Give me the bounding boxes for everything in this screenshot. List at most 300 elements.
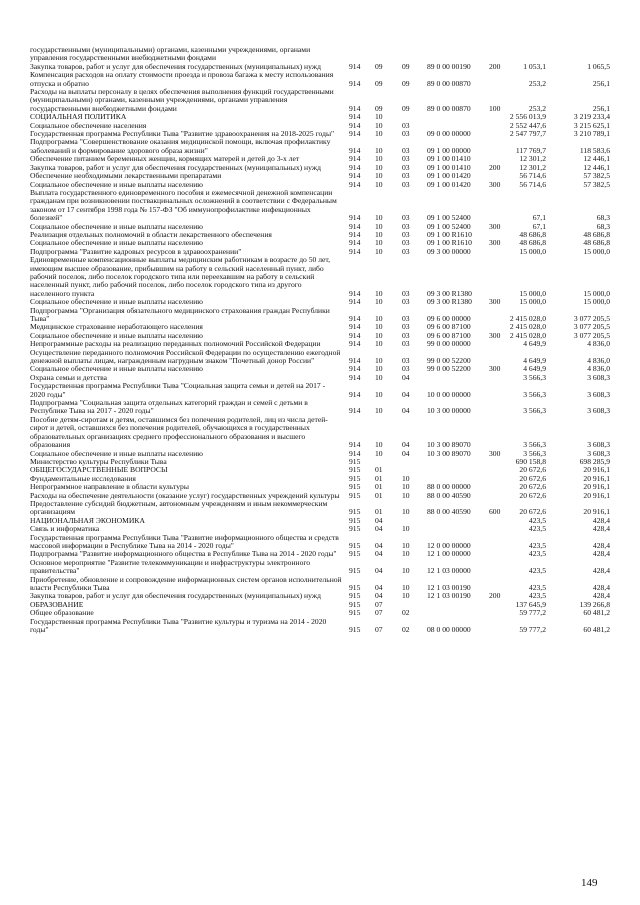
amount-year-2: 20 916,1 [583, 482, 610, 492]
department-code: 914 [349, 372, 361, 382]
row-name: государственными (муниципальными) органами, казенными учреждениями, органами управления государственными внебюджетными фондами [30, 45, 311, 63]
amount-year-1: 3 566,3 [523, 406, 546, 416]
table-row [30, 576, 610, 593]
amount-year-2: 1 065,5 [587, 61, 610, 71]
target-article-code: 10 3 00 89070 [427, 440, 471, 450]
section-code: 04 [375, 591, 383, 601]
row-name: Социальное обеспечение и иные выплаты населению [30, 238, 203, 248]
row-name: Социальное обеспечение и иные выплаты населению [30, 179, 203, 189]
expense-type-code: 300 [489, 364, 501, 374]
target-article-code: 09 1 00 00000 [427, 145, 471, 155]
department-code: 914 [349, 221, 361, 231]
table-row [30, 559, 610, 576]
target-article-code: 10 3 00 00000 [427, 406, 471, 416]
amount-year-1: 15 000,0 [519, 246, 546, 256]
target-article-code: 88 0 00 40590 [427, 490, 471, 500]
subsection-code: 09 [402, 103, 410, 113]
table-row [30, 399, 610, 416]
target-article-code: 89 0 00 00870 [427, 78, 471, 88]
expense-type-code: 200 [489, 591, 501, 601]
amount-year-2: 428,4 [592, 524, 610, 534]
department-code: 914 [349, 129, 361, 139]
amount-year-1: 137 645,9 [515, 599, 546, 609]
expense-type-code: 300 [489, 297, 501, 307]
row-name: Закупка товаров, работ и услуг для обеспечения государственных (муниципальных) нужд [30, 591, 321, 601]
subsection-code: 03 [402, 229, 410, 239]
subsection-code: 10 [402, 583, 410, 592]
amount-year-1: 56 714,6 [519, 179, 546, 189]
amount-year-1: 67,1 [532, 213, 546, 223]
subsection-code: 03 [402, 330, 410, 340]
section-code: 01 [375, 507, 383, 517]
amount-year-2: 3 077 205,5 [573, 322, 610, 332]
amount-year-1: 2 556 013,9 [509, 112, 546, 122]
table-row [30, 349, 610, 366]
amount-year-2: 428,4 [592, 566, 610, 576]
row-name: Социальное обеспечение населения [30, 120, 147, 130]
row-name: Подпрограмма "Организация обязательного медицинского страхования граждан Республики Тыва" [30, 305, 330, 323]
department-code: 915 [349, 591, 361, 601]
amount-year-1: 20 672,6 [519, 507, 546, 517]
subsection-code: 03 [402, 171, 410, 181]
section-code: 10 [375, 229, 383, 239]
amount-year-1: 117 769,7 [515, 145, 546, 155]
table-row [30, 46, 610, 63]
department-code: 915 [349, 482, 361, 492]
row-name: Медицинское страхование неработающего населения [30, 322, 203, 332]
amount-year-2: 428,4 [592, 591, 610, 601]
row-name: Фундаментальные исследования [30, 473, 136, 483]
row-name: Обеспечение питанием беременных женщин, кормящих матерей и детей до 3-х лет [30, 154, 300, 164]
row-name: Подпрограмма "Социальная защита отдельных категорий граждан и семей с детьми в Республике Тыва на 2017 - 2020 годы" [30, 398, 308, 416]
amount-year-2: 48 686,8 [583, 229, 610, 239]
amount-year-1: 4 649,9 [523, 356, 546, 366]
target-article-code: 09 6 00 87100 [427, 330, 471, 340]
amount-year-2: 4 836,0 [587, 339, 610, 349]
section-code: 10 [375, 246, 383, 256]
row-name: Подпрограмма "Развитие кадровых ресурсов в здравоохранении" [30, 246, 242, 256]
subsection-code: 04 [402, 440, 410, 450]
amount-year-1: 12 301,2 [519, 162, 546, 172]
department-code: 914 [349, 330, 361, 340]
row-name: СОЦИАЛЬНАЯ ПОЛИТИКА [30, 112, 127, 122]
row-name: Государственная программа Республики Тыва "Социальная защита семьи и детей на 2017 - 2020 годы" [30, 381, 326, 399]
department-code: 914 [349, 339, 361, 349]
section-code: 10 [375, 154, 383, 164]
amount-year-1: 48 686,8 [519, 229, 546, 239]
section-code: 04 [375, 540, 383, 550]
section-code: 01 [375, 473, 383, 483]
amount-year-2: 60 481,2 [583, 625, 610, 635]
department-code: 914 [349, 78, 361, 88]
target-article-code: 88 0 00 00000 [427, 482, 471, 492]
department-code: 914 [349, 322, 361, 332]
subsection-code: 10 [402, 482, 410, 492]
expense-type-code: 300 [489, 221, 501, 231]
amount-year-2: 3 608,3 [587, 406, 610, 416]
amount-year-2: 15 000,0 [583, 297, 610, 307]
department-code: 914 [349, 314, 361, 323]
amount-year-1: 423,5 [528, 540, 546, 550]
table-row [30, 500, 610, 517]
department-code: 914 [349, 406, 361, 416]
amount-year-1: 12 301,2 [519, 154, 546, 164]
section-code: 10 [375, 297, 383, 307]
subsection-code: 03 [402, 162, 410, 172]
section-code: 10 [375, 120, 383, 130]
row-name: Непрограммное направление в области культуры [30, 482, 189, 492]
target-article-code: 09 6 00 87100 [427, 322, 471, 332]
section-code: 07 [375, 599, 383, 609]
target-article-code: 99 0 00 00000 [427, 339, 471, 349]
subsection-code: 03 [402, 314, 410, 323]
amount-year-1: 423,5 [528, 583, 546, 592]
section-code: 10 [375, 145, 383, 155]
amount-year-1: 253,2 [528, 78, 546, 88]
department-code: 915 [349, 456, 361, 466]
section-code: 04 [375, 583, 383, 592]
subsection-code: 02 [402, 625, 410, 635]
row-name: ОБРАЗОВАНИЕ [30, 599, 84, 609]
department-code: 915 [349, 608, 361, 618]
table-row [30, 88, 610, 113]
amount-year-2: 3 210 789,1 [573, 129, 610, 139]
row-name: Компенсация расходов на оплату стоимости проезда и провоза багажа к месту использования отпуска и обратно [30, 70, 334, 88]
row-name: Осуществление переданного полномочия Российской Федерации по осуществлению ежегодной денежной выплаты лицам, награжденным нагрудным знаком "Почетный донор России" [30, 347, 341, 366]
target-article-code: 89 0 00 00190 [427, 61, 471, 71]
subsection-code: 10 [402, 507, 410, 517]
department-code: 914 [349, 120, 361, 130]
target-article-code: 99 0 00 52200 [427, 364, 471, 374]
amount-year-1: 2 547 797,7 [509, 129, 546, 139]
section-code: 01 [375, 465, 383, 475]
department-code: 914 [349, 297, 361, 307]
section-code: 09 [375, 103, 383, 113]
amount-year-1: 2 415 028,0 [509, 330, 546, 340]
amount-year-1: 2 552 447,6 [509, 120, 546, 130]
amount-year-1: 2 415 028,0 [509, 314, 546, 323]
amount-year-2: 428,4 [592, 549, 610, 559]
amount-year-1: 4 649,9 [523, 339, 546, 349]
subsection-code: 09 [402, 78, 410, 88]
amount-year-2: 15 000,0 [583, 288, 610, 298]
amount-year-2: 698 285,9 [579, 456, 610, 466]
department-code: 915 [349, 583, 361, 592]
row-name: Государственная программа Республики Тыва "Развитие здравоохранения на 2018-2025 годы" [30, 129, 335, 139]
expense-type-code: 300 [489, 238, 501, 248]
amount-year-2: 3 608,3 [587, 389, 610, 399]
section-code: 01 [375, 490, 383, 500]
amount-year-2: 4 836,0 [587, 364, 610, 374]
target-article-code: 88 0 00 40590 [427, 507, 471, 517]
amount-year-2: 20 916,1 [583, 473, 610, 483]
section-code: 10 [375, 448, 383, 458]
department-code: 914 [349, 103, 361, 113]
target-article-code: 08 0 00 00000 [427, 625, 471, 635]
amount-year-1: 59 777,2 [519, 608, 546, 618]
amount-year-2: 428,4 [592, 515, 610, 525]
amount-year-1: 59 777,2 [519, 625, 546, 635]
subsection-code: 10 [402, 591, 410, 601]
amount-year-1: 1 053,1 [523, 61, 546, 71]
department-code: 914 [349, 440, 361, 450]
subsection-code: 03 [402, 297, 410, 307]
row-name: Социальное обеспечение и иные выплаты населению [30, 297, 203, 307]
subsection-code: 09 [402, 61, 410, 71]
section-code: 10 [375, 179, 383, 189]
subsection-code: 03 [402, 154, 410, 164]
department-code: 914 [349, 61, 361, 71]
section-code: 04 [375, 549, 383, 559]
subsection-code: 03 [402, 129, 410, 139]
amount-year-2: 3 608,3 [587, 372, 610, 382]
subsection-code: 10 [402, 490, 410, 500]
row-name: Пособие детям-сиротам и детям, оставшимся без попечения родителей, лиц из числа детей-сирот и детей, оставшихся без попечения родителей, обучающихся в государственных образовательных организациях среднего профессионального образования и высшего образования [30, 414, 328, 450]
subsection-code: 10 [402, 566, 410, 576]
amount-year-2: 57 382,5 [583, 171, 610, 181]
section-code: 10 [375, 339, 383, 349]
amount-year-1: 423,5 [528, 566, 546, 576]
budget-table [30, 46, 610, 634]
amount-year-1: 3 566,3 [523, 389, 546, 399]
subsection-code: 10 [402, 549, 410, 559]
amount-year-2: 48 686,8 [583, 238, 610, 248]
department-code: 914 [349, 145, 361, 155]
row-name: Подпрограмма "Совершенствование оказания медицинской помощи, включая профилактику заболеваний и формирование здорового образа жизни" [30, 137, 331, 155]
amount-year-2: 20 916,1 [583, 490, 610, 500]
amount-year-2: 3 219 233,4 [573, 112, 610, 122]
section-code: 10 [375, 356, 383, 366]
table-row [30, 307, 610, 324]
row-name: Реализация отдельных полномочий в области лекарственного обеспечения [30, 229, 272, 239]
row-name: Социальное обеспечение и иные выплаты населению [30, 221, 203, 231]
section-code: 04 [375, 524, 383, 534]
target-article-code: 09 1 00 52400 [427, 213, 471, 223]
row-name: Государственная программа Республики Тыва "Развитие информационного общества и средств массовой информации в Республике Тыва на 2014 - 2020 годы" [30, 532, 339, 550]
expense-type-code: 100 [489, 103, 501, 113]
section-code: 10 [375, 162, 383, 172]
section-code: 10 [375, 314, 383, 323]
target-article-code: 10 3 00 89070 [427, 448, 471, 458]
section-code: 09 [375, 61, 383, 71]
subsection-code: 04 [402, 389, 410, 399]
section-code: 07 [375, 608, 383, 618]
section-code: 10 [375, 364, 383, 374]
amount-year-2: 15 000,0 [583, 246, 610, 256]
row-name: Расходы на выплаты персоналу в целях обеспечения выполнения функций государственными (муниципальными) органами, казенными учреждениями, органами управления государственными внебюджетными фондами [30, 87, 334, 113]
department-code: 915 [349, 524, 361, 534]
section-code: 10 [375, 322, 383, 332]
department-code: 914 [349, 364, 361, 374]
department-code: 914 [349, 246, 361, 256]
row-name: Основное мероприятие "Развитие телекоммуникации и инфраструктуры электронного правительства" [30, 557, 311, 576]
department-code: 915 [349, 507, 361, 517]
amount-year-2: 256,1 [592, 78, 610, 88]
row-name: Непрограммные расходы на реализацию переданных полномочий Российской Федерации [30, 339, 321, 349]
row-name: Социальное обеспечение и иные выплаты населению [30, 330, 203, 340]
department-code: 914 [349, 213, 361, 223]
row-name: Связь и информатика [30, 524, 100, 534]
department-code: 914 [349, 179, 361, 189]
section-code: 10 [375, 330, 383, 340]
department-code: 915 [349, 473, 361, 483]
row-name: Охрана семьи и детства [30, 372, 107, 382]
department-code: 915 [349, 465, 361, 475]
expense-type-code: 300 [489, 330, 501, 340]
row-name: Единовременные компенсационные выплаты медицинским работникам в возрасте до 50 лет, имеющим высшее образование, прибывшим на работу в сельский населенный пункт, либо рабочий поселок, либо поселок городского типа или переехавшим на работу в сельский населенный пункт, либо рабочий поселок, либо поселок городского типа из другого населенного пункта [30, 255, 331, 298]
amount-year-2: 139 266,8 [579, 599, 610, 609]
section-code: 10 [375, 372, 383, 382]
amount-year-1: 48 686,8 [519, 238, 546, 248]
subsection-code: 03 [402, 221, 410, 231]
target-article-code: 12 0 00 00000 [427, 540, 471, 550]
page-number: 149 [581, 877, 598, 889]
subsection-code: 04 [402, 372, 410, 382]
expense-type-code: 300 [489, 179, 501, 189]
amount-year-2: 3 077 205,5 [573, 330, 610, 340]
row-name: Подпрограмма "Развитие информационного общества в Республике Тыва на 2014 - 2020 годы" [30, 549, 337, 559]
row-name: Обеспечение необходимыми лекарственными препаратами [30, 171, 222, 181]
target-article-code: 09 3 00 R1380 [427, 297, 472, 307]
table-row [30, 517, 610, 525]
amount-year-1: 3 566,3 [523, 372, 546, 382]
target-article-code: 12 1 03 00190 [427, 583, 471, 592]
department-code: 914 [349, 356, 361, 366]
subsection-code: 04 [402, 448, 410, 458]
amount-year-2: 3 608,3 [587, 440, 610, 450]
amount-year-1: 423,5 [528, 591, 546, 601]
target-article-code: 99 0 00 52200 [427, 356, 471, 366]
amount-year-1: 20 672,6 [519, 465, 546, 475]
row-name: НАЦИОНАЛЬНАЯ ЭКОНОМИКА [30, 515, 145, 525]
table-row [30, 382, 610, 399]
amount-year-2: 12 446,1 [583, 162, 610, 172]
amount-year-1: 56 714,6 [519, 171, 546, 181]
section-code: 10 [375, 440, 383, 450]
row-name: Выплата государственного единовременного пособия и ежемесячной денежной компенсации гражданам при возникновении поствакцинальных осложнений в соответствии с Федеральным законом от 17 сентября 1998 года № 157-ФЗ "Об иммунопрофилактике инфекционных болезней" [30, 187, 337, 223]
department-code: 914 [349, 448, 361, 458]
amount-year-2: 3 077 205,5 [573, 314, 610, 323]
amount-year-1: 2 415 028,0 [509, 322, 546, 332]
section-code: 10 [375, 221, 383, 231]
amount-year-1: 20 672,6 [519, 482, 546, 492]
row-name: Приобретение, обновление и сопровождение информационных систем органов исполнительной власти Республики Тыва [30, 574, 342, 592]
table-row [30, 71, 610, 88]
section-code: 10 [375, 171, 383, 181]
subsection-code: 03 [402, 145, 410, 155]
subsection-code: 03 [402, 364, 410, 374]
subsection-code: 03 [402, 179, 410, 189]
department-code: 914 [349, 389, 361, 399]
target-article-code: 10 0 00 00000 [427, 389, 471, 399]
section-code: 07 [375, 625, 383, 635]
target-article-code: 09 1 00 01420 [427, 171, 471, 181]
table-row [30, 138, 610, 155]
target-article-code: 09 0 00 00000 [427, 129, 471, 139]
target-article-code: 09 1 00 01410 [427, 154, 471, 164]
target-article-code: 09 1 00 01410 [427, 162, 471, 172]
amount-year-2: 57 382,5 [583, 179, 610, 189]
section-code: 10 [375, 213, 383, 223]
department-code: 915 [349, 515, 361, 525]
subsection-code: 03 [402, 322, 410, 332]
department-code: 915 [349, 599, 361, 609]
amount-year-1: 3 566,3 [523, 440, 546, 450]
department-code: 914 [349, 162, 361, 172]
target-article-code: 09 1 00 52400 [427, 221, 471, 231]
target-article-code: 09 1 00 R1610 [427, 229, 472, 239]
amount-year-2: 12 446,1 [583, 154, 610, 164]
expense-type-code: 300 [489, 448, 501, 458]
table-row [30, 416, 610, 450]
department-code: 914 [349, 154, 361, 164]
target-article-code: 12 1 03 00190 [427, 591, 471, 601]
section-code: 10 [375, 238, 383, 248]
section-code: 10 [375, 129, 383, 139]
department-code: 914 [349, 238, 361, 248]
section-code: 04 [375, 515, 383, 525]
department-code: 914 [349, 229, 361, 239]
target-article-code: 09 3 00 R1380 [427, 288, 472, 298]
amount-year-2: 4 836,0 [587, 356, 610, 366]
target-article-code: 89 0 00 00870 [427, 103, 471, 113]
subsection-code: 03 [402, 339, 410, 349]
row-name: Расходы на обеспечение деятельности (оказание услуг) государственных учреждений культуры [30, 490, 340, 500]
amount-year-1: 20 672,6 [519, 473, 546, 483]
amount-year-2: 68,3 [596, 213, 610, 223]
amount-year-1: 253,2 [528, 103, 546, 113]
subsection-code: 04 [402, 406, 410, 416]
subsection-code: 03 [402, 238, 410, 248]
subsection-code: 10 [402, 473, 410, 483]
amount-year-1: 423,5 [528, 549, 546, 559]
row-name: Социальное обеспечение и иные выплаты населению [30, 364, 203, 374]
amount-year-1: 15 000,0 [519, 288, 546, 298]
target-article-code: 09 1 00 R1610 [427, 238, 472, 248]
subsection-code: 10 [402, 540, 410, 550]
department-code: 915 [349, 540, 361, 550]
amount-year-2: 60 481,2 [583, 608, 610, 618]
department-code: 914 [349, 171, 361, 181]
section-code: 01 [375, 482, 383, 492]
department-code: 915 [349, 625, 361, 635]
subsection-code: 03 [402, 120, 410, 130]
row-name: Закупка товаров, работ и услуг для обеспечения государственных (муниципальных) нужд [30, 61, 321, 71]
target-article-code: 09 3 00 00000 [427, 246, 471, 256]
department-code: 914 [349, 288, 361, 298]
target-article-code: 12 1 03 00000 [427, 566, 471, 576]
subsection-code: 03 [402, 288, 410, 298]
section-code: 10 [375, 389, 383, 399]
subsection-code: 10 [402, 524, 410, 534]
section-code: 10 [375, 288, 383, 298]
section-code: 04 [375, 566, 383, 576]
amount-year-1: 4 649,9 [523, 364, 546, 374]
row-name: Социальное обеспечение и иные выплаты населению [30, 448, 203, 458]
table-row [30, 256, 610, 298]
amount-year-2: 428,4 [592, 540, 610, 550]
amount-year-2: 256,1 [592, 103, 610, 113]
target-article-code: 09 6 00 00000 [427, 314, 471, 323]
table-row [30, 618, 610, 635]
amount-year-2: 20 916,1 [583, 465, 610, 475]
department-code: 915 [349, 549, 361, 559]
table-row [30, 534, 610, 551]
expense-type-code: 200 [489, 162, 501, 172]
section-code: 09 [375, 78, 383, 88]
subsection-code: 03 [402, 213, 410, 223]
row-name: Министерство культуры Республики Тыва [30, 456, 167, 466]
